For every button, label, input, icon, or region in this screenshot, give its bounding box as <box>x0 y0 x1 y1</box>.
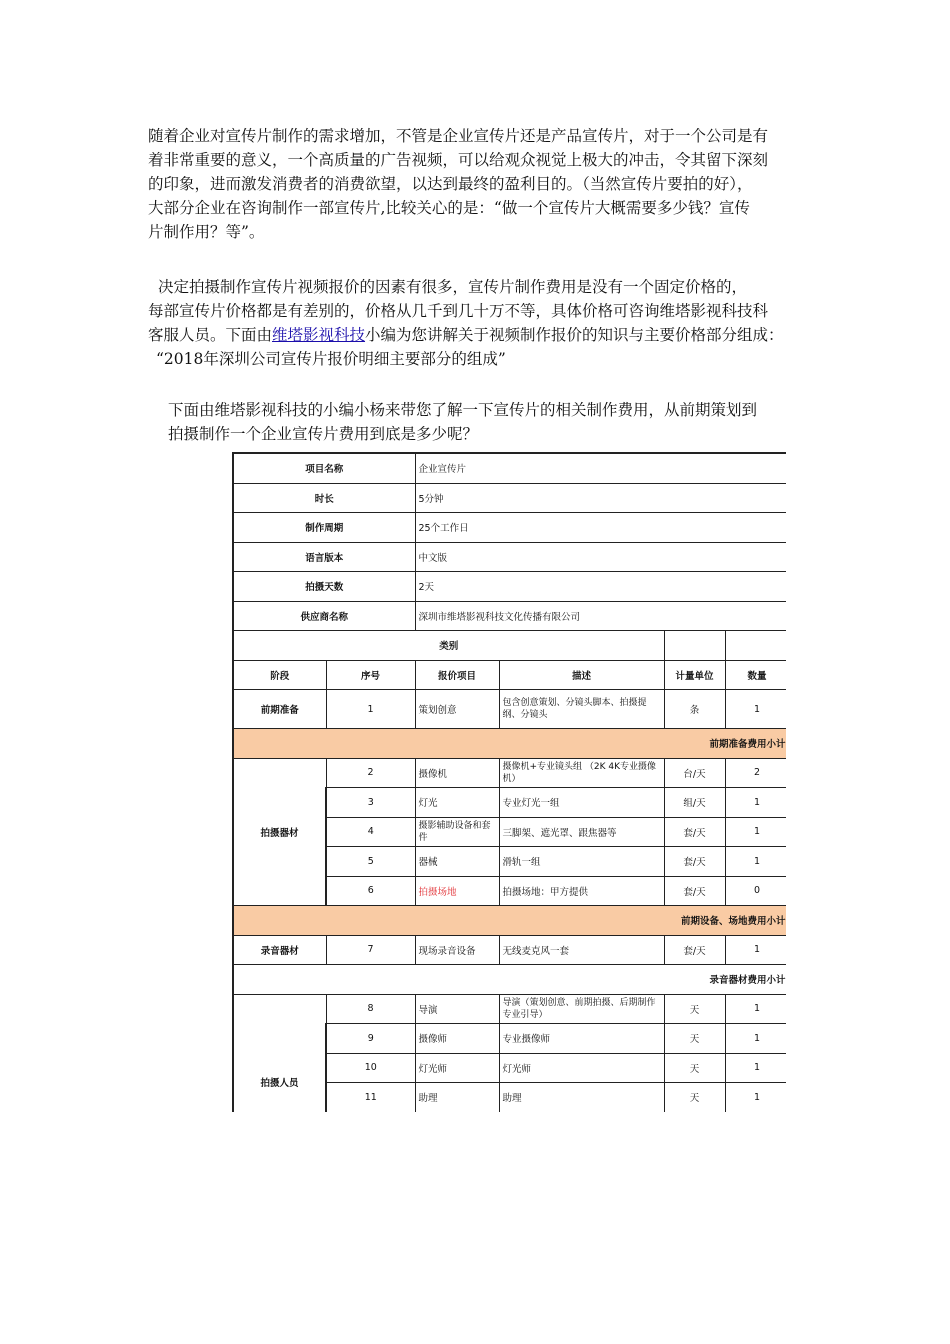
subtotal-label: 前期设备、场地费用小计 <box>233 906 786 936</box>
table-row <box>233 994 786 1024</box>
row-number: 3 <box>326 788 415 818</box>
row-number: 7 <box>326 935 415 965</box>
row-qty: 1 <box>725 817 786 847</box>
row-unit: 台/天 <box>664 758 725 788</box>
header-cell: 计量单位 <box>664 660 725 690</box>
row-desc: 助理 <box>499 1083 664 1113</box>
stage-cell: 录音器材 <box>233 935 326 965</box>
header-cell: 报价项目 <box>415 660 499 690</box>
row-unit: 天 <box>664 1024 725 1054</box>
row-desc: 无线麦克风一套 <box>499 935 664 965</box>
subtotal-label: 前期准备费用小计 <box>233 729 786 759</box>
row-item: 导演 <box>415 994 499 1024</box>
row-number: 9 <box>326 1024 415 1054</box>
row-item: 灯光 <box>415 788 499 818</box>
info-value: 25个工作日 <box>415 513 786 543</box>
row-number: 11 <box>326 1083 415 1113</box>
row-unit: 天 <box>664 1053 725 1083</box>
row-item: 策划创意 <box>415 690 499 729</box>
empty-cell <box>725 631 786 661</box>
row-unit: 套/天 <box>664 935 725 965</box>
header-cell: 数量 <box>725 660 786 690</box>
row-desc: 专业摄像师 <box>499 1024 664 1054</box>
row-item: 拍摄场地 <box>415 876 499 906</box>
row-desc: 导演（策划创意、前期拍摄、后期制作专业引导） <box>499 994 664 1024</box>
row-desc: 三脚架、遮光罩、跟焦器等 <box>499 817 664 847</box>
row-number: 2 <box>326 758 415 788</box>
row-unit: 天 <box>664 1083 725 1113</box>
info-label: 供应商名称 <box>233 601 415 631</box>
info-row <box>233 601 786 631</box>
row-desc: 拍摄场地：甲方提供 <box>499 876 664 906</box>
text-line: 的印象，进而激发消费者的消费欲望，以达到最终的盈利目的。（当然宣传片要拍的好）， <box>148 175 753 193</box>
subtotal-row <box>233 965 786 995</box>
row-qty: 1 <box>725 1083 786 1113</box>
row-qty: 1 <box>725 690 786 729</box>
header-cell: 描述 <box>499 660 664 690</box>
text-line: 每部宣传片价格都是有差别的，价格从几千到几十万不等，具体价格可咨询维塔影视科技科 <box>148 302 769 320</box>
text-line: 下面由维塔影视科技的小编小杨来带您了解一下宣传片的相关制作费用，从前期策划到 <box>168 401 758 419</box>
table-row <box>233 935 786 965</box>
info-row <box>233 513 786 543</box>
subtotal-row <box>233 906 786 936</box>
row-desc: 滑轨一组 <box>499 847 664 877</box>
subtotal-label: 录音器材费用小计 <box>233 965 786 995</box>
intro-paragraph-2 <box>148 275 820 371</box>
stage-cell: 拍摄器材 <box>233 758 326 906</box>
stage-cell: 前期准备 <box>233 690 326 729</box>
info-label: 拍摄天数 <box>233 572 415 602</box>
intro-paragraph-3 <box>168 398 808 446</box>
table-row <box>233 758 786 788</box>
empty-cell <box>664 631 725 661</box>
text-line: 随着企业对宣传片制作的需求增加，不管是企业宣传片还是产品宣传片，对于一个公司是有 <box>148 127 769 145</box>
info-value: 中文版 <box>415 542 786 572</box>
category-row <box>233 631 786 661</box>
row-qty: 1 <box>725 935 786 965</box>
row-qty: 1 <box>725 994 786 1024</box>
row-unit: 套/天 <box>664 847 725 877</box>
row-qty: 0 <box>725 876 786 906</box>
info-value: 深圳市维塔影视科技文化传播有限公司 <box>415 601 786 631</box>
subtotal-row <box>233 729 786 759</box>
text-segment: 小编为您讲解关于视频制作报价的知识与主要价格部分组成： <box>365 326 784 344</box>
info-value: 2天 <box>415 572 786 602</box>
row-unit: 天 <box>664 994 725 1024</box>
intro-paragraph-1 <box>148 124 810 244</box>
row-qty: 2 <box>725 758 786 788</box>
text-line: 着非常重要的意义，一个高质量的广告视频，可以给观众视觉上极大的冲击，令其留下深刻 <box>148 151 769 169</box>
row-unit: 套/天 <box>664 817 725 847</box>
company-link[interactable]: 维塔影视科技 <box>272 326 366 344</box>
info-row <box>233 542 786 572</box>
row-desc: 灯光师 <box>499 1053 664 1083</box>
text-line: 片制作用？等”。 <box>148 223 265 241</box>
text-line: 拍摄制作一个企业宣传片费用到底是多少呢？ <box>168 425 479 443</box>
row-item: 摄像机 <box>415 758 499 788</box>
row-number: 8 <box>326 994 415 1024</box>
row-unit: 条 <box>664 690 725 729</box>
table-row <box>233 690 786 729</box>
text-line <box>148 323 820 347</box>
text-line: 大部分企业在咨询制作一部宣传片,比较关心的是：“做一个宣传片大概需要多少钱？宣传 <box>148 199 750 217</box>
info-value: 5分钟 <box>415 483 786 513</box>
row-item: 器械 <box>415 847 499 877</box>
row-item: 灯光师 <box>415 1053 499 1083</box>
row-item: 现场录音设备 <box>415 935 499 965</box>
info-label: 项目名称 <box>233 453 415 483</box>
row-number: 4 <box>326 817 415 847</box>
row-desc: 专业灯光一组 <box>499 788 664 818</box>
price-table-image <box>232 452 786 1112</box>
header-cell: 序号 <box>326 660 415 690</box>
header-row <box>233 660 786 690</box>
row-unit: 组/天 <box>664 788 725 818</box>
info-label: 制作周期 <box>233 513 415 543</box>
row-item: 摄影辅助设备和套件 <box>415 817 499 847</box>
row-qty: 1 <box>725 1053 786 1083</box>
row-qty: 1 <box>725 788 786 818</box>
text-line: “2018年深圳公司宣传片报价明细主要部分的组成” <box>156 350 506 368</box>
row-number: 10 <box>326 1053 415 1083</box>
info-row <box>233 572 786 602</box>
info-label: 语言版本 <box>233 542 415 572</box>
info-row <box>233 453 786 483</box>
info-row <box>233 483 786 513</box>
row-desc: 包含创意策划、分镜头脚本、拍摄提纲、分镜头 <box>499 690 664 729</box>
row-number: 6 <box>326 876 415 906</box>
price-table <box>232 452 786 1112</box>
info-value: 企业宣传片 <box>415 453 786 483</box>
row-desc: 摄像机+专业镜头组 （2K 4K专业摄像机） <box>499 758 664 788</box>
info-label: 时长 <box>233 483 415 513</box>
text-line: 决定拍摄制作宣传片视频报价的因素有很多，宣传片制作费用是没有一个固定价格的， <box>158 278 748 296</box>
text-segment: 客服人员。下面由 <box>148 326 273 344</box>
row-qty: 1 <box>725 1024 786 1054</box>
stage-cell: 拍摄人员 <box>233 994 326 1112</box>
row-item: 助理 <box>415 1083 499 1113</box>
row-item: 摄像师 <box>415 1024 499 1054</box>
category-label: 类别 <box>233 631 664 661</box>
header-cell: 阶段 <box>233 660 326 690</box>
row-unit: 套/天 <box>664 876 725 906</box>
row-number: 5 <box>326 847 415 877</box>
row-qty: 1 <box>725 847 786 877</box>
row-number: 1 <box>326 690 415 729</box>
